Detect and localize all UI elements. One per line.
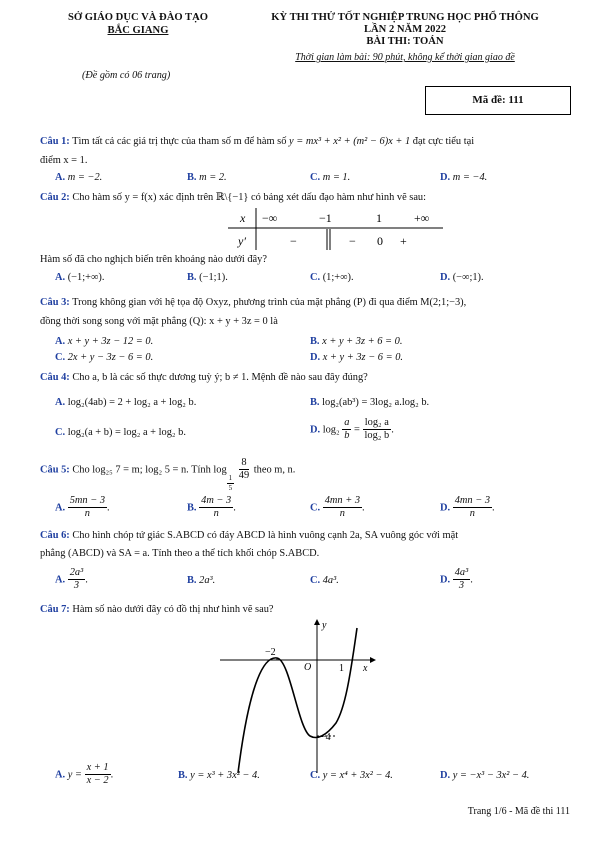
q4-stem bbox=[40, 372, 368, 383]
sign-table bbox=[228, 206, 468, 251]
exam-title: KỲ THI THỬ TỐT NGHIỆP TRUNG HỌC PHỔ THÔNG bbox=[271, 12, 539, 23]
denominator: 3 bbox=[458, 580, 465, 592]
option-key: C. bbox=[310, 575, 321, 586]
option-text: (−∞;1). bbox=[452, 272, 484, 283]
option-text: y = bbox=[67, 769, 82, 781]
table-x-value: +∞ bbox=[414, 211, 430, 225]
option-text: x + y + 3z + 6 = 0. bbox=[322, 336, 403, 347]
q4-text: Cho a, b là các số thực dương tuỳ ý; b ≠ 1. Mệnh đề nào sau đây đúng? bbox=[72, 372, 368, 383]
option-text: 2a³. bbox=[199, 575, 216, 586]
denominator: 3 bbox=[73, 580, 80, 592]
option-key: D. bbox=[440, 272, 451, 283]
numerator: 4mn + 3 bbox=[323, 496, 362, 508]
q4-option-a[interactable] bbox=[55, 397, 196, 408]
option-key: A. bbox=[55, 574, 66, 586]
q3-label: Câu 3: bbox=[40, 297, 70, 308]
dept-name: SỞ GIÁO DỤC VÀ ĐÀO TẠO bbox=[68, 12, 208, 23]
table-x-value: −∞ bbox=[262, 211, 278, 225]
option-text: log₂ bbox=[322, 424, 340, 436]
q2-option-a[interactable] bbox=[55, 272, 104, 283]
q3-option-d[interactable] bbox=[310, 352, 403, 363]
q1-option-b[interactable] bbox=[187, 172, 227, 183]
q3-option-c[interactable] bbox=[55, 352, 153, 363]
option-key: B. bbox=[187, 172, 197, 183]
table-x-value: 1 bbox=[376, 211, 382, 225]
table-x-label: x bbox=[240, 211, 246, 225]
q2-option-d[interactable] bbox=[440, 272, 484, 283]
denominator: 5 bbox=[228, 484, 233, 493]
option-text: m = 1. bbox=[322, 172, 351, 183]
fraction bbox=[199, 496, 233, 520]
option-text: (−1;+∞). bbox=[67, 272, 105, 283]
fraction bbox=[453, 496, 492, 520]
province-name: BẮC GIANG bbox=[107, 25, 169, 36]
numerator: 4m − 3 bbox=[199, 496, 233, 508]
q4-option-c[interactable] bbox=[55, 427, 186, 438]
option-key: C. bbox=[310, 770, 321, 781]
q7-text: Hàm số nào dưới đây có đồ thị như hình vẽ sau? bbox=[72, 604, 274, 615]
numerator: 4mn − 3 bbox=[453, 496, 492, 508]
option-text: 2x + y − 3z − 6 = 0. bbox=[67, 352, 154, 363]
option-key: D. bbox=[310, 424, 321, 436]
q6-option-a[interactable]: A. $\frac{\text{2a³}}{3}$ . bbox=[55, 567, 88, 592]
q6-option-b[interactable] bbox=[187, 575, 215, 586]
option-key: B. bbox=[178, 770, 188, 781]
q2-text: Cho hàm số y = f(x) xác định trên ℝ\{−1} có bảng xét dấu đạo hàm như hình vẽ sau: bbox=[72, 192, 427, 203]
y-axis-label: y bbox=[322, 620, 327, 631]
denominator: x − 2 bbox=[86, 775, 109, 787]
fraction bbox=[85, 763, 111, 787]
q7-stem bbox=[40, 604, 274, 615]
option-text: log₂(4ab) = 2 + log₂ a + log₂ b. bbox=[67, 397, 197, 408]
option-key: C. bbox=[310, 172, 321, 183]
option-text: x + y + 3z − 6 = 0. bbox=[322, 352, 403, 363]
q4-label: Câu 4: bbox=[40, 372, 70, 383]
q3-option-a[interactable] bbox=[55, 336, 153, 347]
option-text: m = −4. bbox=[452, 172, 488, 183]
option-text: log₂(ab³) = 3log₂ a.log₂ b. bbox=[322, 397, 430, 408]
option-key: B. bbox=[310, 397, 320, 408]
page-footer: Trang 1/6 - Mã đề thi 111 bbox=[467, 806, 570, 817]
numerator: log₂ a bbox=[363, 418, 391, 430]
subject-title: BÀI THI: TOÁN bbox=[366, 36, 444, 47]
option-key: D. bbox=[440, 770, 451, 781]
fraction bbox=[363, 418, 392, 442]
table-x-value: −1 bbox=[319, 211, 332, 225]
q6-text: Cho hình chóp tứ giác S.ABCD có đáy ABCD là hình vuông cạnh 2a, SA vuông góc với mặt bbox=[72, 530, 459, 541]
q5-text-a: Cho log₂₅ 7 = m; log₂ 5 = n. Tính bbox=[72, 464, 211, 476]
time-note-text: Thời gian làm bài: 90 phút, không kể thời gian giao đề bbox=[295, 52, 515, 63]
fraction bbox=[323, 496, 362, 520]
q5-option-a[interactable]: A. $\frac{5mn - 3}{n}$ . bbox=[55, 495, 110, 520]
denominator: n bbox=[469, 508, 475, 520]
option-key: A. bbox=[55, 769, 66, 781]
option-key: C. bbox=[55, 352, 66, 363]
fraction bbox=[342, 418, 351, 442]
option-text: x + y + 3z − 12 = 0. bbox=[67, 336, 154, 347]
fraction bbox=[453, 568, 471, 592]
table-sign: − bbox=[290, 234, 297, 248]
option-text: y = x⁴ + 3x² − 4. bbox=[322, 770, 393, 781]
q5-label: Câu 5: bbox=[40, 464, 70, 476]
q5-text-b: theo m, n. bbox=[253, 464, 296, 476]
option-key: A. bbox=[55, 397, 66, 408]
exam-code: Mã đề: 111 bbox=[472, 94, 524, 106]
numerator: 8 bbox=[239, 458, 248, 470]
q5-stem bbox=[40, 458, 295, 492]
fraction bbox=[237, 458, 251, 482]
origin-label: O bbox=[304, 662, 312, 673]
option-text: (1;+∞). bbox=[322, 272, 354, 283]
q1-option-a[interactable] bbox=[55, 172, 102, 183]
q7-option-b[interactable] bbox=[178, 770, 260, 781]
q2-option-c[interactable] bbox=[310, 272, 354, 283]
option-text: (−1;1). bbox=[199, 272, 228, 283]
numerator: x + 1 bbox=[85, 763, 111, 775]
option-key: C. bbox=[310, 502, 321, 514]
exam-round: LẦN 2 NĂM 2022 bbox=[363, 24, 447, 35]
q1-text-a: Tìm tất cả các giá trị thực của tham số m để hàm số bbox=[72, 136, 287, 147]
x-tick-label: 1 bbox=[339, 663, 344, 674]
option-text: log₂(a + b) = log₂ a + log₂ b. bbox=[67, 427, 186, 438]
numerator: a bbox=[342, 418, 351, 430]
q2-option-b[interactable] bbox=[187, 272, 228, 283]
numerator: 5mn − 3 bbox=[68, 496, 107, 508]
fraction bbox=[68, 496, 107, 520]
option-text: y = x³ + 3x² − 4. bbox=[190, 770, 260, 781]
option-key: A. bbox=[55, 502, 66, 514]
q5-option-c[interactable]: C. $\frac{4mn + 3}{n}$ . bbox=[310, 495, 365, 520]
q4-option-d[interactable]: D. log₂ $\frac{a}{b}$ = $\frac{\text{log₂ a}}{\text{log₂ b}}$ . bbox=[310, 417, 394, 442]
option-key: B. bbox=[187, 575, 197, 586]
q2-label: Câu 2: bbox=[40, 192, 70, 203]
time-note bbox=[240, 52, 570, 63]
table-sign: + bbox=[400, 234, 407, 248]
fraction bbox=[68, 568, 86, 592]
option-key: D. bbox=[440, 502, 451, 514]
option-key: A. bbox=[55, 336, 66, 347]
q7-label: Câu 7: bbox=[40, 604, 70, 615]
option-key: D. bbox=[440, 172, 451, 183]
denominator: b bbox=[344, 430, 350, 442]
option-key: C. bbox=[310, 272, 321, 283]
q6-stem bbox=[40, 530, 458, 541]
option-key: C. bbox=[55, 427, 66, 438]
pages-note: (Đề gồm có 06 trang) bbox=[82, 70, 171, 81]
option-key: B. bbox=[187, 502, 197, 514]
option-key: D. bbox=[310, 352, 321, 363]
option-key: A. bbox=[55, 272, 66, 283]
table-yprime-label: y′ bbox=[238, 234, 246, 248]
q7-option-a[interactable]: A. y = $\frac{x + 1}{x - 2}$ . bbox=[55, 762, 114, 787]
q7-option-d[interactable] bbox=[440, 770, 529, 781]
denominator: n bbox=[339, 508, 345, 520]
log-base-fraction bbox=[227, 475, 235, 492]
q5-option-d[interactable]: D. $\frac{4mn - 3}{n}$ . bbox=[440, 495, 495, 520]
q3-line2: đồng thời song song với mặt phẳng (Q): x + y + 3z = 0 là bbox=[40, 316, 278, 327]
q1-stem bbox=[40, 136, 474, 147]
q3-stem bbox=[40, 297, 466, 308]
numerator: 2a³ bbox=[68, 568, 86, 580]
q6-label: Câu 6: bbox=[40, 530, 70, 541]
numerator: 4a³ bbox=[453, 568, 471, 580]
table-sign: − bbox=[349, 234, 356, 248]
q5-option-b[interactable]: B. $\frac{4m - 3}{n}$ . bbox=[187, 495, 236, 520]
q1-formula: y = mx³ + x² + (m² − 6)x + 1 bbox=[289, 136, 411, 147]
option-text: 4a³. bbox=[322, 575, 339, 586]
q7-option-c[interactable] bbox=[310, 770, 393, 781]
table-sign: 0 bbox=[377, 234, 383, 248]
numerator: 1 bbox=[228, 474, 233, 483]
denominator: 49 bbox=[238, 470, 250, 482]
q2-stem bbox=[40, 191, 426, 203]
q1-line2: điểm x = 1. bbox=[40, 155, 88, 166]
q1-option-c[interactable] bbox=[310, 172, 350, 183]
q4-option-b[interactable] bbox=[310, 397, 429, 408]
option-key: A. bbox=[55, 172, 66, 183]
q1-option-d[interactable] bbox=[440, 172, 487, 183]
option-text: m = −2. bbox=[67, 172, 103, 183]
cubic-curve bbox=[238, 628, 357, 773]
q3-option-b[interactable] bbox=[310, 336, 402, 347]
q5-log: log bbox=[213, 464, 227, 476]
x-tick-label: −2 bbox=[265, 647, 276, 658]
q1-label: Câu 1: bbox=[40, 136, 70, 147]
denominator: log₂ b bbox=[364, 430, 390, 442]
option-key: D. bbox=[440, 574, 451, 586]
q6-line2: phẳng (ABCD) và SA = a. Tính theo a thể tích khối chóp S.ABCD. bbox=[40, 548, 320, 559]
option-text: m = 2. bbox=[199, 172, 227, 183]
function-graph bbox=[220, 618, 380, 778]
q2-question: Hàm số đã cho nghịch biến trên khoảng nào dưới đây? bbox=[40, 254, 267, 265]
y-tick-label: −4 bbox=[320, 732, 331, 743]
option-key: B. bbox=[187, 272, 197, 283]
q6-option-d[interactable]: D. $\frac{\text{4a³}}{3}$ . bbox=[440, 567, 473, 592]
option-key: B. bbox=[310, 336, 320, 347]
option-text: y = −x³ − 3x² − 4. bbox=[452, 770, 530, 781]
x-axis-label: x bbox=[363, 663, 368, 674]
q1-text-b: đạt cực tiểu tại bbox=[412, 136, 475, 147]
denominator: n bbox=[84, 508, 90, 520]
q6-option-c[interactable] bbox=[310, 575, 339, 586]
denominator: n bbox=[213, 508, 219, 520]
q3-text: Trong không gian với hệ tọa độ Oxyz, phương trình của mặt phẳng (P) đi qua điểm M(2;1;−3), bbox=[72, 297, 467, 308]
